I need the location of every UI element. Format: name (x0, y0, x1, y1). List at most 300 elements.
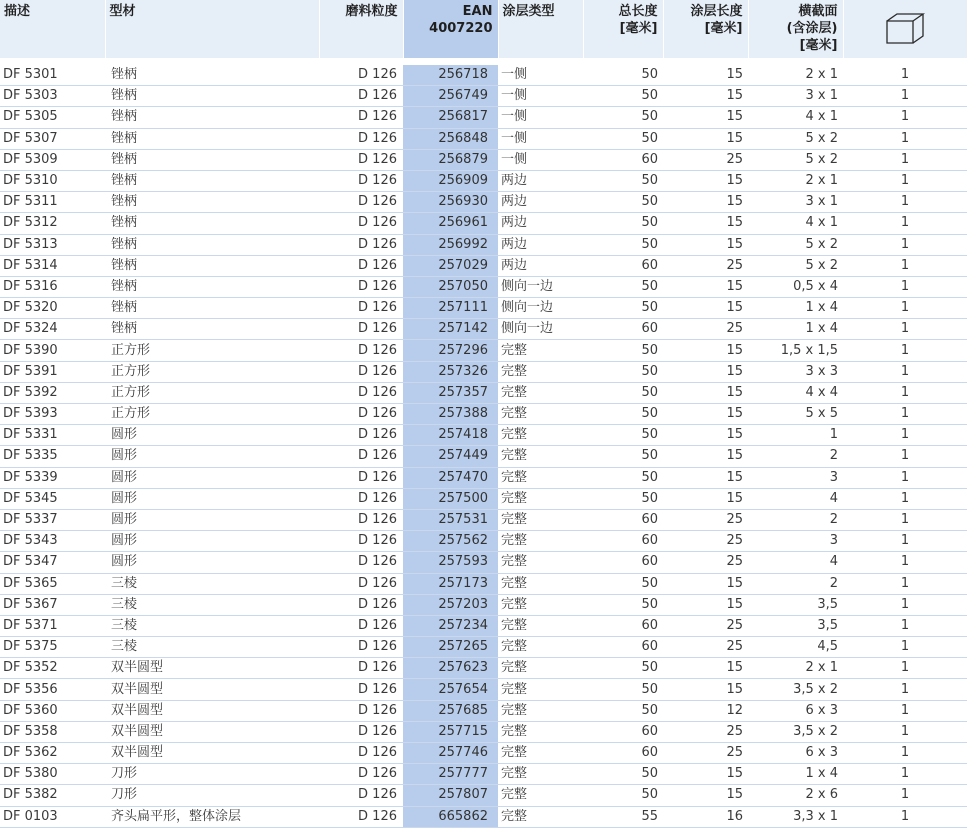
cell-grit: D 126 (319, 65, 403, 86)
cell-coating: 完整 (498, 594, 583, 615)
cell-coat-length: 25 (663, 255, 748, 276)
table-row (0, 340, 967, 361)
cell-cross-section: 5 x 2 (748, 149, 843, 170)
header-pack (843, 0, 967, 58)
table-row (0, 65, 967, 86)
cell-total-length: 50 (583, 107, 663, 128)
cell-profile: 正方形 (105, 361, 319, 382)
cell-pack-qty: 1 (843, 425, 967, 446)
cell-ean: 256848 (403, 128, 498, 149)
table-row (0, 404, 967, 425)
cell-coating: 完整 (498, 806, 583, 827)
cell-coat-length: 25 (663, 509, 748, 530)
cell-cross-section: 3,5 (748, 615, 843, 636)
cell-ean: 256930 (403, 192, 498, 213)
cell-coating: 完整 (498, 467, 583, 488)
cell-profile: 三棱 (105, 637, 319, 658)
table-row (0, 615, 967, 636)
cell-desc: DF 5303 (0, 86, 105, 107)
cell-ean: 257470 (403, 467, 498, 488)
cell-coating: 两边 (498, 170, 583, 191)
cell-ean: 256817 (403, 107, 498, 128)
cell-coating: 完整 (498, 658, 583, 679)
table-row (0, 234, 967, 255)
cell-profile: 圆形 (105, 425, 319, 446)
cell-coat-length: 15 (663, 425, 748, 446)
cell-pack-qty: 1 (843, 107, 967, 128)
table-row (0, 467, 967, 488)
cell-total-length: 60 (583, 721, 663, 742)
cell-cross-section: 2 (748, 509, 843, 530)
table-body (0, 58, 967, 827)
cell-pack-qty: 1 (843, 65, 967, 86)
cell-profile: 圆形 (105, 552, 319, 573)
cell-ean: 257685 (403, 700, 498, 721)
cell-ean: 257388 (403, 404, 498, 425)
table-row (0, 298, 967, 319)
cell-grit: D 126 (319, 319, 403, 340)
table-row (0, 637, 967, 658)
cell-pack-qty: 1 (843, 509, 967, 530)
cell-cross-section: 1 x 4 (748, 319, 843, 340)
cell-grit: D 126 (319, 149, 403, 170)
header-total-length-line2: [毫米] (619, 21, 658, 36)
cell-desc: DF 5311 (0, 192, 105, 213)
cell-coating: 一侧 (498, 107, 583, 128)
cell-desc: DF 5331 (0, 425, 105, 446)
table-row (0, 573, 967, 594)
cell-desc: DF 5356 (0, 679, 105, 700)
cell-cross-section: 3,3 x 1 (748, 806, 843, 827)
cell-ean: 256961 (403, 213, 498, 234)
cell-grit: D 126 (319, 637, 403, 658)
cell-profile: 刀形 (105, 785, 319, 806)
cell-pack-qty: 1 (843, 764, 967, 785)
cell-desc: DF 5393 (0, 404, 105, 425)
cell-profile: 锉柄 (105, 213, 319, 234)
cell-grit: D 126 (319, 467, 403, 488)
cell-coating: 两边 (498, 255, 583, 276)
cell-coat-length: 12 (663, 700, 748, 721)
cell-profile: 正方形 (105, 340, 319, 361)
table-row (0, 255, 967, 276)
cell-profile: 圆形 (105, 531, 319, 552)
cell-coating: 两边 (498, 213, 583, 234)
cell-coat-length: 25 (663, 319, 748, 340)
cell-ean: 257357 (403, 382, 498, 403)
table-row (0, 658, 967, 679)
cell-desc: DF 5380 (0, 764, 105, 785)
cell-ean: 257531 (403, 509, 498, 530)
cell-profile: 双半圆型 (105, 700, 319, 721)
cell-ean: 257203 (403, 594, 498, 615)
cell-coating: 一侧 (498, 86, 583, 107)
header-coat-length-line2: [毫米] (704, 21, 743, 36)
cell-coating: 完整 (498, 425, 583, 446)
cell-total-length: 50 (583, 128, 663, 149)
cell-total-length: 60 (583, 637, 663, 658)
cell-grit: D 126 (319, 86, 403, 107)
cell-coat-length: 15 (663, 446, 748, 467)
cell-total-length: 50 (583, 573, 663, 594)
cell-total-length: 60 (583, 319, 663, 340)
cell-ean: 256879 (403, 149, 498, 170)
cell-coating: 完整 (498, 404, 583, 425)
cell-ean: 257029 (403, 255, 498, 276)
cell-coating: 完整 (498, 382, 583, 403)
header-coat-length (663, 0, 748, 58)
cell-coating: 完整 (498, 679, 583, 700)
header-grit: 磨料粒度 (319, 0, 403, 58)
cell-cross-section: 6 x 3 (748, 743, 843, 764)
cell-coating: 完整 (498, 340, 583, 361)
cell-pack-qty: 1 (843, 637, 967, 658)
cell-grit: D 126 (319, 679, 403, 700)
cell-total-length: 50 (583, 404, 663, 425)
cell-coating: 完整 (498, 488, 583, 509)
cell-coat-length: 15 (663, 234, 748, 255)
cell-coating: 完整 (498, 721, 583, 742)
cell-total-length: 50 (583, 679, 663, 700)
cell-ean: 256718 (403, 65, 498, 86)
cell-cross-section: 5 x 2 (748, 234, 843, 255)
cell-profile: 正方形 (105, 404, 319, 425)
cell-desc: DF 5301 (0, 65, 105, 86)
cell-coat-length: 25 (663, 721, 748, 742)
table-row (0, 785, 967, 806)
cell-coating: 完整 (498, 764, 583, 785)
cell-cross-section: 4 x 1 (748, 213, 843, 234)
table-row (0, 806, 967, 827)
cell-pack-qty: 1 (843, 573, 967, 594)
cell-coat-length: 15 (663, 107, 748, 128)
cell-ean: 257807 (403, 785, 498, 806)
cell-ean: 256992 (403, 234, 498, 255)
cell-cross-section: 4,5 (748, 637, 843, 658)
cell-cross-section: 2 x 1 (748, 65, 843, 86)
cell-pack-qty: 1 (843, 658, 967, 679)
table-header (0, 0, 967, 58)
table-row (0, 425, 967, 446)
cell-coat-length: 15 (663, 65, 748, 86)
cell-cross-section: 2 (748, 573, 843, 594)
cell-pack-qty: 1 (843, 340, 967, 361)
cell-cross-section: 2 x 1 (748, 170, 843, 191)
cell-pack-qty: 1 (843, 467, 967, 488)
cell-total-length: 60 (583, 743, 663, 764)
cell-profile: 三棱 (105, 573, 319, 594)
cell-ean: 257777 (403, 764, 498, 785)
cell-grit: D 126 (319, 573, 403, 594)
cell-coat-length: 15 (663, 213, 748, 234)
cell-grit: D 126 (319, 488, 403, 509)
cell-ean: 257142 (403, 319, 498, 340)
table-row (0, 107, 967, 128)
cell-coat-length: 15 (663, 382, 748, 403)
cell-ean: 257234 (403, 615, 498, 636)
cell-coat-length: 15 (663, 404, 748, 425)
box-icon (885, 11, 925, 50)
cell-ean: 257418 (403, 425, 498, 446)
cell-total-length: 60 (583, 149, 663, 170)
table-row (0, 700, 967, 721)
cell-desc: DF 5310 (0, 170, 105, 191)
cell-ean: 257562 (403, 531, 498, 552)
cell-ean: 257326 (403, 361, 498, 382)
cell-grit: D 126 (319, 785, 403, 806)
cell-desc: DF 5392 (0, 382, 105, 403)
cell-cross-section: 3 x 1 (748, 86, 843, 107)
cell-total-length: 50 (583, 192, 663, 213)
cell-coating: 完整 (498, 361, 583, 382)
cell-coat-length: 25 (663, 531, 748, 552)
cell-coat-length: 15 (663, 467, 748, 488)
table-row (0, 382, 967, 403)
cell-total-length: 50 (583, 446, 663, 467)
cell-pack-qty: 1 (843, 721, 967, 742)
cell-coat-length: 15 (663, 785, 748, 806)
cell-desc: DF 5360 (0, 700, 105, 721)
cell-desc: DF 5313 (0, 234, 105, 255)
cell-total-length: 50 (583, 65, 663, 86)
cell-profile: 正方形 (105, 382, 319, 403)
cell-profile: 齐头扁平形，整体涂层 (105, 806, 319, 827)
cell-pack-qty: 1 (843, 700, 967, 721)
cell-coat-length: 15 (663, 488, 748, 509)
cell-ean: 257746 (403, 743, 498, 764)
header-ean (403, 0, 498, 58)
cell-coat-length: 25 (663, 637, 748, 658)
cell-coating: 完整 (498, 743, 583, 764)
cell-total-length: 60 (583, 531, 663, 552)
cell-coat-length: 15 (663, 298, 748, 319)
cell-cross-section: 0,5 x 4 (748, 276, 843, 297)
cell-total-length: 50 (583, 234, 663, 255)
table-row (0, 764, 967, 785)
cell-profile: 锉柄 (105, 192, 319, 213)
cell-profile: 锉柄 (105, 276, 319, 297)
cell-ean: 257050 (403, 276, 498, 297)
cell-profile: 三棱 (105, 594, 319, 615)
cell-desc: DF 5358 (0, 721, 105, 742)
cell-grit: D 126 (319, 615, 403, 636)
cell-desc: DF 5339 (0, 467, 105, 488)
cell-coat-length: 15 (663, 658, 748, 679)
cell-grit: D 126 (319, 298, 403, 319)
cell-profile: 刀形 (105, 764, 319, 785)
cell-cross-section: 4 (748, 552, 843, 573)
cell-total-length: 50 (583, 425, 663, 446)
cell-profile: 三棱 (105, 615, 319, 636)
header-coat-length-line1: 涂层长度 (690, 4, 743, 19)
header-cross-section (748, 0, 843, 58)
cell-profile: 圆形 (105, 446, 319, 467)
header-cross-line2: (含涂层) (786, 21, 838, 36)
cell-desc: DF 5337 (0, 509, 105, 530)
cell-coating: 完整 (498, 552, 583, 573)
cell-cross-section: 3 (748, 531, 843, 552)
cell-total-length: 50 (583, 382, 663, 403)
cell-pack-qty: 1 (843, 679, 967, 700)
cell-grit: D 126 (319, 255, 403, 276)
cell-pack-qty: 1 (843, 234, 967, 255)
cell-ean: 665862 (403, 806, 498, 827)
cell-coating: 两边 (498, 234, 583, 255)
cell-ean: 257265 (403, 637, 498, 658)
cell-coating: 一侧 (498, 65, 583, 86)
header-ean-line2: 4007220 (429, 21, 493, 36)
cell-ean: 257593 (403, 552, 498, 573)
table-row (0, 213, 967, 234)
cell-desc: DF 5365 (0, 573, 105, 594)
cell-cross-section: 5 x 2 (748, 128, 843, 149)
table-row (0, 192, 967, 213)
cell-profile: 双半圆型 (105, 721, 319, 742)
cell-grit: D 126 (319, 806, 403, 827)
cell-pack-qty: 1 (843, 552, 967, 573)
cell-desc: DF 0103 (0, 806, 105, 827)
cell-desc: DF 5335 (0, 446, 105, 467)
cell-desc: DF 5347 (0, 552, 105, 573)
cell-cross-section: 3 (748, 467, 843, 488)
cell-grit: D 126 (319, 594, 403, 615)
cell-pack-qty: 1 (843, 361, 967, 382)
cell-pack-qty: 1 (843, 594, 967, 615)
cell-ean: 257623 (403, 658, 498, 679)
cell-desc: DF 5382 (0, 785, 105, 806)
table-row (0, 149, 967, 170)
cell-pack-qty: 1 (843, 382, 967, 403)
cell-grit: D 126 (319, 192, 403, 213)
cell-profile: 圆形 (105, 488, 319, 509)
cell-coating: 完整 (498, 637, 583, 658)
table-row (0, 721, 967, 742)
table-row (0, 488, 967, 509)
cell-coat-length: 15 (663, 764, 748, 785)
cell-pack-qty: 1 (843, 149, 967, 170)
cell-total-length: 50 (583, 764, 663, 785)
cell-total-length: 50 (583, 488, 663, 509)
cell-pack-qty: 1 (843, 488, 967, 509)
table-row (0, 319, 967, 340)
cell-coating: 完整 (498, 785, 583, 806)
cell-desc: DF 5316 (0, 276, 105, 297)
cell-grit: D 126 (319, 446, 403, 467)
cell-total-length: 60 (583, 615, 663, 636)
cell-pack-qty: 1 (843, 785, 967, 806)
cell-pack-qty: 1 (843, 404, 967, 425)
cell-total-length: 50 (583, 594, 663, 615)
cell-coat-length: 15 (663, 573, 748, 594)
cell-coat-length: 15 (663, 361, 748, 382)
cell-coat-length: 16 (663, 806, 748, 827)
cell-grit: D 126 (319, 340, 403, 361)
cell-grit: D 126 (319, 128, 403, 149)
cell-profile: 锉柄 (105, 149, 319, 170)
cell-coat-length: 15 (663, 679, 748, 700)
cell-pack-qty: 1 (843, 276, 967, 297)
cell-cross-section: 1 (748, 425, 843, 446)
cell-profile: 双半圆型 (105, 743, 319, 764)
cell-total-length: 50 (583, 340, 663, 361)
cell-total-length: 50 (583, 467, 663, 488)
cell-coating: 侧向一边 (498, 276, 583, 297)
cell-total-length: 50 (583, 170, 663, 191)
table-row (0, 361, 967, 382)
cell-pack-qty: 1 (843, 806, 967, 827)
cell-desc: DF 5345 (0, 488, 105, 509)
table-row (0, 594, 967, 615)
cell-desc: DF 5375 (0, 637, 105, 658)
cell-ean: 257296 (403, 340, 498, 361)
cell-desc: DF 5309 (0, 149, 105, 170)
cell-coat-length: 15 (663, 128, 748, 149)
cell-profile: 锉柄 (105, 65, 319, 86)
cell-grit: D 126 (319, 658, 403, 679)
cell-cross-section: 5 x 2 (748, 255, 843, 276)
cell-desc: DF 5312 (0, 213, 105, 234)
cell-desc: DF 5390 (0, 340, 105, 361)
cell-desc: DF 5320 (0, 298, 105, 319)
table-row (0, 552, 967, 573)
cell-coat-length: 25 (663, 615, 748, 636)
cell-total-length: 50 (583, 86, 663, 107)
cell-ean: 257500 (403, 488, 498, 509)
cell-coating: 侧向一边 (498, 319, 583, 340)
table-row (0, 170, 967, 191)
table-row (0, 509, 967, 530)
cell-profile: 圆形 (105, 509, 319, 530)
cell-coating: 完整 (498, 509, 583, 530)
cell-cross-section: 2 x 1 (748, 658, 843, 679)
cell-profile: 锉柄 (105, 86, 319, 107)
cell-pack-qty: 1 (843, 86, 967, 107)
cell-grit: D 126 (319, 743, 403, 764)
header-total-length (583, 0, 663, 58)
cell-total-length: 50 (583, 298, 663, 319)
cell-grit: D 126 (319, 107, 403, 128)
cell-coat-length: 15 (663, 170, 748, 191)
cell-desc: DF 5362 (0, 743, 105, 764)
cell-profile: 锉柄 (105, 255, 319, 276)
cell-grit: D 126 (319, 425, 403, 446)
cell-ean: 256749 (403, 86, 498, 107)
cell-ean: 257715 (403, 721, 498, 742)
cell-ean: 257654 (403, 679, 498, 700)
cell-coat-length: 25 (663, 552, 748, 573)
cell-coating: 两边 (498, 192, 583, 213)
cell-ean: 257173 (403, 573, 498, 594)
cell-grit: D 126 (319, 764, 403, 785)
table-row (0, 743, 967, 764)
cell-desc: DF 5371 (0, 615, 105, 636)
table-row (0, 86, 967, 107)
cell-cross-section: 3,5 x 2 (748, 679, 843, 700)
cell-profile: 锉柄 (105, 128, 319, 149)
cell-cross-section: 6 x 3 (748, 700, 843, 721)
cell-grit: D 126 (319, 170, 403, 191)
cell-cross-section: 1 x 4 (748, 298, 843, 319)
cell-desc: DF 5391 (0, 361, 105, 382)
cell-coat-length: 15 (663, 192, 748, 213)
cell-ean: 256909 (403, 170, 498, 191)
cell-desc: DF 5352 (0, 658, 105, 679)
cell-total-length: 50 (583, 276, 663, 297)
cell-profile: 锉柄 (105, 298, 319, 319)
cell-pack-qty: 1 (843, 170, 967, 191)
header-profile: 型材 (105, 0, 319, 58)
cell-pack-qty: 1 (843, 213, 967, 234)
